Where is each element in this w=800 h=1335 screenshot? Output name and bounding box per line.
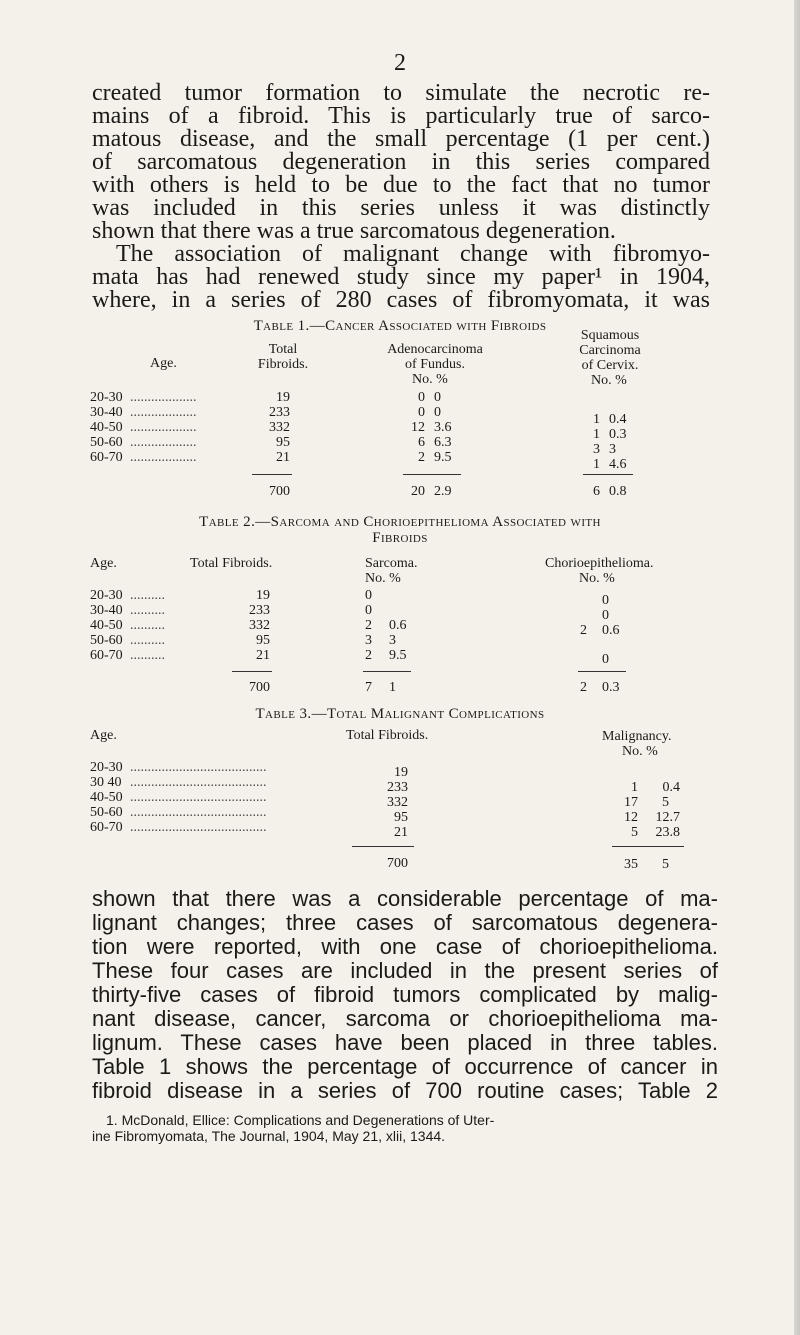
row-leader: ....................................... (130, 790, 267, 805)
table2-header-total: Total Fibroids. (190, 556, 273, 571)
row-sarcoma-pct: 0.6 (389, 618, 407, 633)
row-total: 19 (276, 390, 290, 405)
row-adeno-no: 12 (411, 420, 425, 435)
row-total: 332 (269, 420, 290, 435)
table1-header-total-2: Fibroids. (257, 357, 309, 372)
row-squam-pct: 3 (609, 442, 616, 457)
row-malig-pct: 5 (662, 795, 669, 810)
row-leader: ................... (130, 420, 197, 435)
row-adeno-pct: 0 (434, 390, 441, 405)
total-squam-no: 6 (593, 484, 600, 499)
row-malig-no: 17 (624, 795, 638, 810)
table2-title-line2: Fibroids (372, 530, 428, 546)
row-squam-no: 1 (593, 412, 600, 427)
row-total: 95 (256, 633, 270, 648)
text-line: fibroid disease in a series of 700 routine cases; Table 2 (92, 1078, 718, 1103)
table1-header-total-1: Total (268, 342, 298, 357)
row-total: 332 (387, 795, 408, 810)
total-malig-pct: 5 (662, 857, 669, 872)
row-age: 20-30 (90, 390, 123, 405)
text-line: The association of malignant change with fibromyo- (116, 241, 710, 267)
row-sarcoma-no: 0 (365, 588, 372, 603)
table3-title: Table 3.—Total Malignant Complications (255, 706, 545, 722)
row-leader: ................... (130, 405, 197, 420)
table2-header-age: Age. (90, 556, 117, 571)
table1-header-squam-3: of Cervix. (581, 358, 639, 373)
row-age: 30 40 (90, 775, 122, 790)
text-line: mains of a fibroid. This is particularly true of sarco- (92, 103, 710, 129)
row-sarcoma-no: 2 (365, 648, 372, 663)
row-age: 50-60 (90, 805, 123, 820)
row-age: 60-70 (90, 648, 123, 663)
row-squam-pct: 0.3 (609, 427, 627, 442)
row-adeno-no: 0 (418, 390, 425, 405)
total-chorio-no: 2 (580, 680, 587, 695)
row-age: 40-50 (90, 420, 123, 435)
row-total: 233 (387, 780, 408, 795)
row-malig-no: 5 (631, 825, 638, 840)
total-fibroids: 700 (249, 680, 270, 695)
paragraph-tables (92, 887, 718, 1103)
row-adeno-no: 2 (418, 450, 425, 465)
row-chorio-pct: 0.6 (602, 623, 620, 638)
row-total: 233 (249, 603, 270, 618)
page-edge (794, 0, 800, 1335)
row-squam-no: 1 (593, 457, 600, 472)
table2-header-sarcoma: Sarcoma. (365, 556, 418, 571)
table3-malig-rule (612, 846, 684, 847)
table1-header-squam-2: Carcinoma (579, 343, 641, 358)
row-age: 50-60 (90, 633, 123, 648)
row-age: 30-40 (90, 405, 123, 420)
row-chorio-pct: 0 (602, 593, 609, 608)
text-line: matous disease, and the small percentage (1 per cent.) (92, 126, 710, 152)
row-malig-pct: 23.8 (655, 825, 680, 840)
table1-header-adeno-1: Adenocarcinoma (387, 342, 483, 357)
row-age: 40-50 (90, 790, 123, 805)
row-sarcoma-no: 2 (365, 618, 372, 633)
row-age: 30-40 (90, 603, 123, 618)
text-line: lignant changes; three cases of sarcomatous degenera- (92, 910, 718, 935)
row-adeno-pct: 3.6 (434, 420, 452, 435)
row-adeno-no: 6 (418, 435, 425, 450)
text-line: where, in a series of 280 cases of fibromyomata, it was (92, 287, 710, 313)
row-leader: ....................................... (130, 760, 267, 775)
row-leader: .......... (130, 618, 165, 633)
row-malig-pct: 12.7 (655, 810, 680, 825)
row-leader: ................... (130, 390, 197, 405)
row-total: 21 (276, 450, 290, 465)
total-adeno-pct: 2.9 (434, 484, 452, 499)
table1-header-squam-1: Squamous (580, 328, 640, 343)
text-line: with others is held to be due to the fact that no tumor (92, 172, 710, 198)
table1-header-adeno-sub: No. % (412, 372, 448, 387)
text-line: of sarcomatous degeneration in this series compared (92, 149, 710, 175)
row-total: 332 (249, 618, 270, 633)
table3-header-total: Total Fibroids. (346, 728, 429, 743)
row-age: 20-30 (90, 760, 123, 775)
row-leader: ................... (130, 435, 197, 450)
row-squam-no: 1 (593, 427, 600, 442)
table3-header-age: Age. (90, 728, 117, 743)
row-leader: ....................................... (130, 805, 267, 820)
total-sarcoma-no: 7 (365, 680, 372, 695)
row-sarcoma-pct: 9.5 (389, 648, 407, 663)
row-malig-pct: 0.4 (662, 780, 680, 795)
table1-title: Table 1.—Cancer Associated with Fibroids (253, 318, 547, 334)
row-sarcoma-pct: 3 (389, 633, 396, 648)
total-fibroids: 700 (269, 484, 290, 499)
row-leader: .......... (130, 648, 165, 663)
row-total: 95 (394, 810, 408, 825)
row-leader: ................... (130, 450, 197, 465)
table1-header-adeno-2: of Fundus. (405, 357, 465, 372)
row-squam-no: 3 (593, 442, 600, 457)
row-sarcoma-no: 3 (365, 633, 372, 648)
table2-header-sarcoma-sub: No. % (365, 571, 401, 586)
total-adeno-no: 20 (411, 484, 425, 499)
row-total: 19 (256, 588, 270, 603)
table1-header-age: Age. (150, 356, 177, 371)
total-chorio-pct: 0.3 (602, 680, 620, 695)
table1-header-squam-sub: No. % (591, 373, 627, 388)
text-line: shown that there was a true sarcomatous degeneration. (92, 218, 616, 244)
row-adeno-pct: 6.3 (434, 435, 452, 450)
row-age: 50-60 (90, 435, 123, 450)
footnote-line: 1. McDonald, Ellice: Complications and Degenerations of Uter- (106, 1112, 495, 1128)
row-leader: ....................................... (130, 820, 267, 835)
text-line: created tumor formation to simulate the necrotic re- (92, 80, 710, 106)
row-total: 19 (394, 765, 408, 780)
total-malig-no: 35 (624, 857, 638, 872)
text-line: These four cases are included in the present series of (92, 958, 718, 983)
total-squam-pct: 0.8 (609, 484, 627, 499)
table2-header-chorio: Chorioepithelioma. (545, 556, 654, 571)
row-malig-no: 1 (631, 780, 638, 795)
text-line: lignum. These cases have been placed in three tables. (92, 1030, 718, 1055)
total-sarcoma-pct: 1 (389, 680, 396, 695)
row-sarcoma-no: 0 (365, 603, 372, 618)
row-squam-pct: 0.4 (609, 412, 627, 427)
text-line: shown that there was a considerable percentage of ma- (92, 886, 718, 911)
text-line: was included in this series unless it was distinctly (92, 195, 710, 221)
total-fibroids: 700 (387, 856, 408, 871)
row-malig-no: 12 (624, 810, 638, 825)
row-age: 60-70 (90, 820, 123, 835)
row-leader: .......... (130, 588, 165, 603)
table3-header-malig: Malignancy. (602, 729, 672, 744)
row-adeno-pct: 0 (434, 405, 441, 420)
text-line: thirty-five cases of fibroid tumors complicated by malig- (92, 982, 718, 1007)
row-leader: .......... (130, 633, 165, 648)
table3-total-rule (352, 846, 414, 847)
row-age: 60-70 (90, 450, 123, 465)
row-squam-pct: 4.6 (609, 457, 627, 472)
table2-header-chorio-sub: No. % (579, 571, 615, 586)
text-line: mata has had renewed study since my paper¹ in 1904, (92, 264, 710, 290)
table3-header-malig-sub: No. % (622, 744, 658, 759)
table2-title: Table 2.—Sarcoma and Chorioepithelioma Associated with (199, 514, 601, 530)
row-age: 40-50 (90, 618, 123, 633)
row-adeno-pct: 9.5 (434, 450, 452, 465)
row-leader: .......... (130, 603, 165, 618)
row-total: 21 (256, 648, 270, 663)
footnote-line: ine Fibromyomata, The Journal, 1904, May 21, xlii, 1344. (92, 1128, 446, 1144)
row-chorio-no: 2 (580, 623, 587, 638)
text-line: Table 1 shows the percentage of occurrence of cancer in (92, 1054, 718, 1079)
row-chorio-pct: 0 (602, 652, 609, 667)
page-number: 2 (394, 50, 406, 76)
row-total: 95 (276, 435, 290, 450)
row-total: 21 (394, 825, 408, 840)
row-leader: ....................................... (130, 775, 267, 790)
row-total: 233 (269, 405, 290, 420)
row-chorio-pct: 0 (602, 608, 609, 623)
footnote (92, 1112, 710, 1144)
row-adeno-no: 0 (418, 405, 425, 420)
row-age: 20-30 (90, 588, 123, 603)
text-line: tion were reported, with one case of chorioepithelioma. (92, 934, 718, 959)
text-line: nant disease, cancer, sarcoma or chorioepithelioma ma- (92, 1006, 718, 1031)
